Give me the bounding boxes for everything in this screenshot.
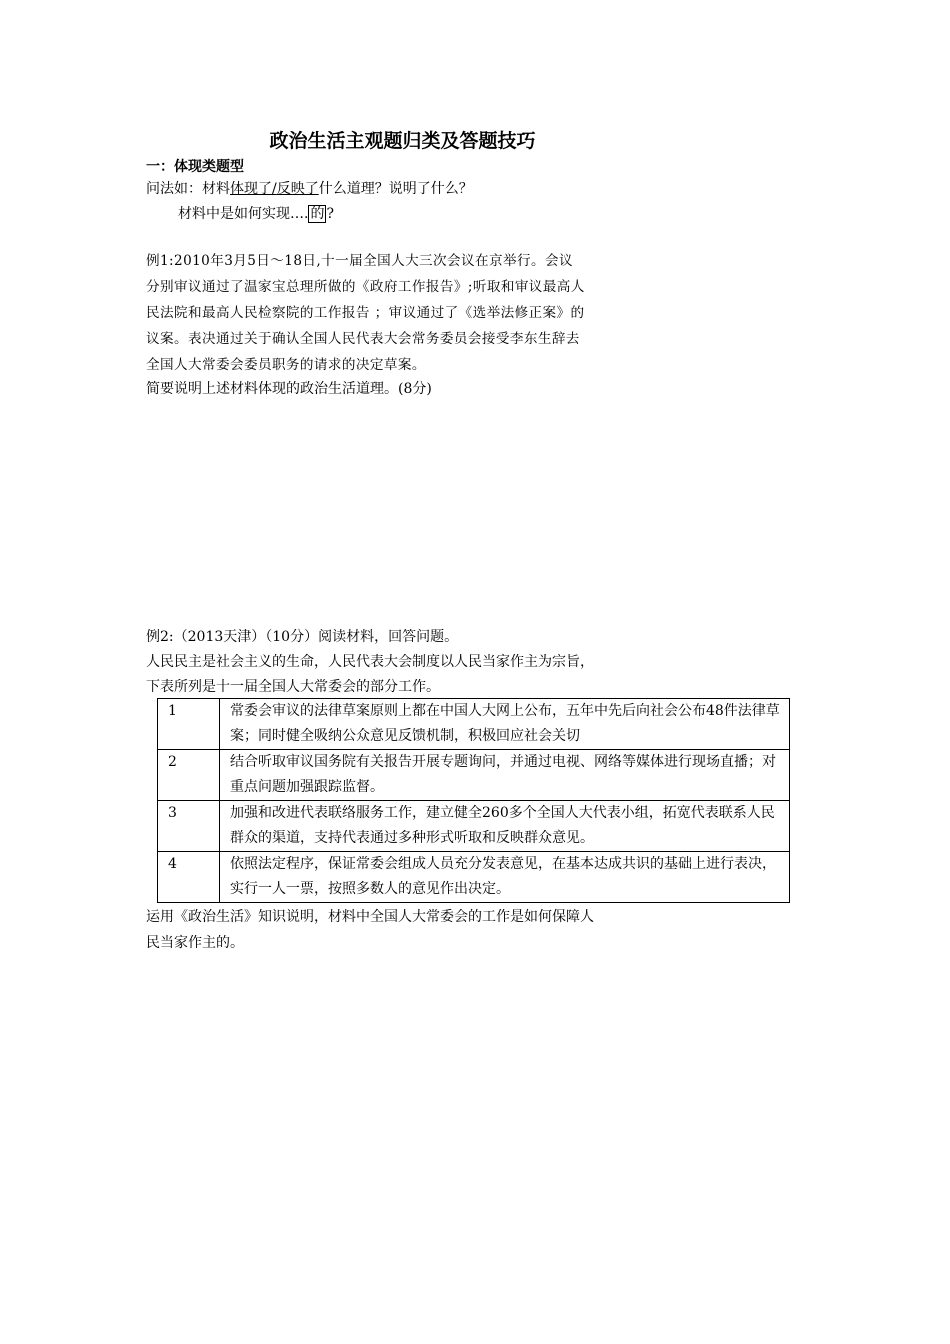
example-2-question-line-2: 民当家作主的。 [146, 935, 244, 951]
row-text: 加强和改进代表联络服务工作，建立健全260多个全国人大代表小组，拓宽代表联系人民群众的渠道，支持代表通过多种形式听取和反映群众意见。 [220, 801, 790, 852]
example-2-question-line-1: 运用《政治生活》知识说明，材料中全国人大常委会的工作是如何保障人 [146, 909, 594, 925]
page-title: 政治生活主观题归类及答题技巧 [269, 130, 536, 152]
question-suffix: 什么道理？说明了什么？ [318, 181, 473, 197]
row-text: 依照法定程序，保证常委会组成人员充分发表意见，在基本达成共识的基础上进行表决，实行一人一票，按照多数人的意见作出决定。 [220, 852, 790, 903]
example-1-line: 例1:2010年3月5日～18日,十一届全国人大三次会议在京举行。会议 [146, 253, 573, 269]
table-row [158, 852, 790, 903]
example-2-intro: 例2:（2013天津）（10分）阅读材料，回答问题。 [146, 629, 459, 645]
question2-dot: . [304, 206, 309, 222]
example-1-line: 全国人大常委会委员职务的请求的决定草案。 [146, 357, 426, 373]
section-heading: 一：体现类题型 [146, 159, 244, 175]
question-pattern-line-1 [146, 178, 473, 198]
example-1-question: 简要说明上述材料体现的政治生活道理。(8分) [146, 381, 432, 397]
row-number: 3 [158, 801, 220, 852]
row-number: 2 [158, 750, 220, 801]
table-row [158, 801, 790, 852]
example-2-line-3: 下表所列是十一届全国人大常委会的部分工作。 [146, 679, 440, 695]
underlined-term-tixian: 体现了 [230, 181, 272, 197]
question-pattern-line-2 [178, 203, 334, 223]
example-2-line-2: 人民民主是社会主义的生命，人民代表大会制度以人民当家作主为宗旨， [146, 654, 594, 670]
table-row [158, 750, 790, 801]
row-number: 1 [158, 699, 220, 750]
example-1-line: 分别审议通过了温家宝总理所做的《政府工作报告》;听取和审议最高人 [146, 279, 585, 295]
slash-separator: / [272, 181, 277, 197]
question2-prefix: 材料中是如何实现… [178, 206, 304, 222]
table-row [158, 699, 790, 750]
example-1-line: 民法院和最高人民检察院的工作报告 ；审议通过了《选举法修正案》的 [146, 305, 585, 321]
row-text: 结合听取审议国务院有关报告开展专题询问，并通过电视、网络等媒体进行现场直播；对重点问题加强跟踪监督。 [220, 750, 790, 801]
boxed-character: 的 [310, 206, 325, 222]
underlined-term-fanying: 反映了 [276, 181, 319, 197]
question-prefix: 问法如：材料 [146, 181, 230, 197]
question2-suffix: ? [326, 206, 334, 222]
example-1-line: 议案。表决通过关于确认全国人民代表大会常务委员会接受李东生辞去 [146, 331, 580, 347]
example-1-material [146, 248, 671, 378]
row-text: 常委会审议的法律草案原则上都在中国人大网上公布，五年中先后向社会公布48件法律草案；同时健全吸纳公众意见反馈机制，积极回应社会关切 [220, 699, 790, 750]
work-table [157, 698, 790, 903]
row-number: 4 [158, 852, 220, 903]
